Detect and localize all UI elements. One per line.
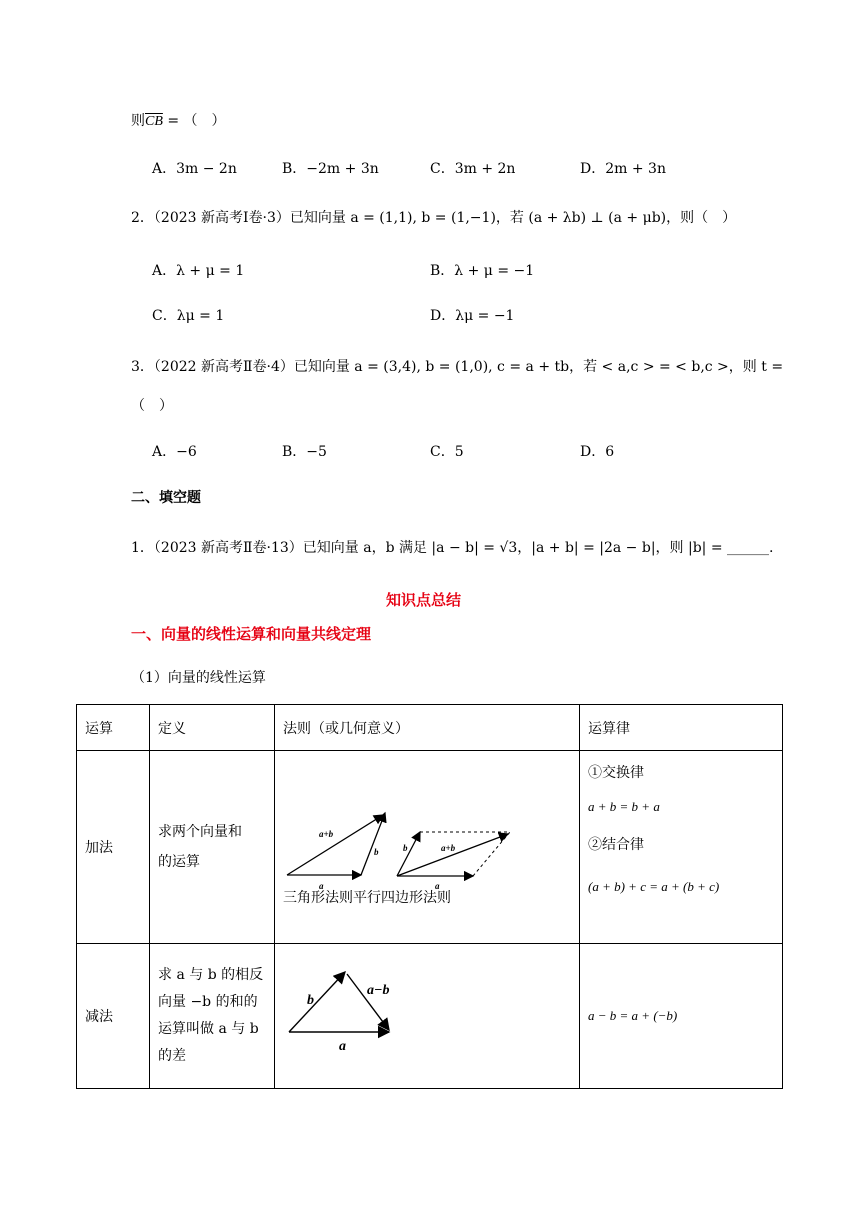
- q1-option-b: B．−2m + 3n: [282, 161, 379, 177]
- summary-heading: 一、向量的线性运算和向量共线定理: [131, 625, 372, 643]
- label-a-2: a: [435, 881, 440, 891]
- sub-def-line4: 的差: [158, 1048, 186, 1064]
- sub-label-b: b: [307, 993, 314, 1008]
- sub-name: 减法: [77, 944, 150, 1089]
- parallelogram-rule-diagram: [397, 832, 510, 891]
- sub-label-a: a: [339, 1039, 346, 1054]
- sub-def-line2: 向量 −b 的和的: [158, 994, 258, 1010]
- law-associative-formula: (a + b) + c = a + (b + c): [588, 879, 720, 894]
- summary-title: 知识点总结: [386, 591, 462, 609]
- fill1-stem: 1．（2023 新高考Ⅱ卷·13）已知向量 a，b 满足 |a − b| = √3，|a + b| = |2a − b|，则 |b| = ______.: [131, 540, 774, 556]
- q1-option-d: D．2m + 3n: [580, 161, 666, 177]
- label-a: a: [319, 881, 324, 891]
- q3-option-a: A．−6: [152, 444, 197, 460]
- add-def-line1: 求两个向量和: [158, 824, 242, 840]
- q2-stem: 2．（2023 新高考Ⅰ卷·3）已知向量 a = (1,1), b = (1,−1)，若 (a + λb) ⊥ (a + μb)，则（ ）: [131, 210, 737, 226]
- q2-option-a: A．λ + μ = 1: [152, 263, 245, 279]
- header-rule: 法则（或几何意义）: [275, 705, 580, 751]
- q3-option-d: D．6: [580, 444, 615, 460]
- label-sum-2: a+b: [441, 843, 456, 853]
- sub-label-a-minus-b: a−b: [367, 983, 390, 998]
- sub-def-line3: 运算叫做 a 与 b: [158, 1021, 259, 1037]
- sub-law-formula: a − b = a + (−b): [580, 944, 783, 1089]
- q1-stem: 则$\overline{CB}$ = （ ）: [131, 113, 226, 129]
- sub-rule-cell: [275, 944, 580, 1089]
- sub-def-line1: 求 a 与 b 的相反: [158, 967, 264, 983]
- label-b-2: b: [403, 843, 408, 853]
- addition-diagrams: [275, 765, 565, 891]
- table-row-sub: [77, 944, 783, 1089]
- q3-stem-cont: （ ）: [131, 398, 173, 414]
- q1-option-c: C．3m + 2n: [430, 161, 516, 177]
- q1-option-a: A．3m − 2n: [152, 161, 237, 177]
- q2-option-d: D．λμ = −1: [430, 308, 515, 324]
- summary-subheading: （1）向量的线性运算: [131, 670, 266, 686]
- header-def: 定义: [150, 705, 275, 751]
- add-rule-cell: [275, 751, 580, 944]
- header-law: 运算律: [580, 705, 783, 751]
- add-laws: [580, 751, 783, 944]
- label-b: b: [374, 847, 379, 857]
- add-def-line2: 的运算: [158, 854, 200, 870]
- sub-definition: [150, 944, 275, 1089]
- add-definition: [150, 751, 275, 944]
- table-row-add: [77, 751, 783, 944]
- q2-option-c: C．λμ = 1: [152, 308, 225, 324]
- q3-option-c: C．5: [430, 444, 464, 460]
- subtraction-diagram: [275, 944, 475, 1084]
- vector-b-line: [361, 813, 385, 875]
- q2-option-b: B．λ + μ = −1: [430, 263, 535, 279]
- add-name: 加法: [77, 751, 150, 944]
- label-a-plus-b: a+b: [319, 829, 334, 839]
- vector-sum-line: [287, 815, 383, 875]
- triangle-rule-diagram: [287, 813, 385, 891]
- q3-option-b: B．−5: [282, 444, 327, 460]
- law-commutative-title: ①交换律: [588, 765, 644, 781]
- table-header-row: [77, 705, 783, 751]
- law-commutative-formula: a + b = b + a: [588, 799, 660, 814]
- law-associative-title: ②结合律: [588, 837, 644, 853]
- section-fill-title: 二、填空题: [131, 490, 201, 506]
- add-rule-caption: 三角形法则平行四边形法则: [283, 890, 451, 906]
- header-op: 运算: [77, 705, 150, 751]
- linear-operations-table: [76, 704, 783, 1089]
- q3-stem: 3．（2022 新高考Ⅱ卷·4）已知向量 a = (3,4), b = (1,0), c = a + tb，若 < a,c > = < b,c >，则 t =: [131, 359, 784, 375]
